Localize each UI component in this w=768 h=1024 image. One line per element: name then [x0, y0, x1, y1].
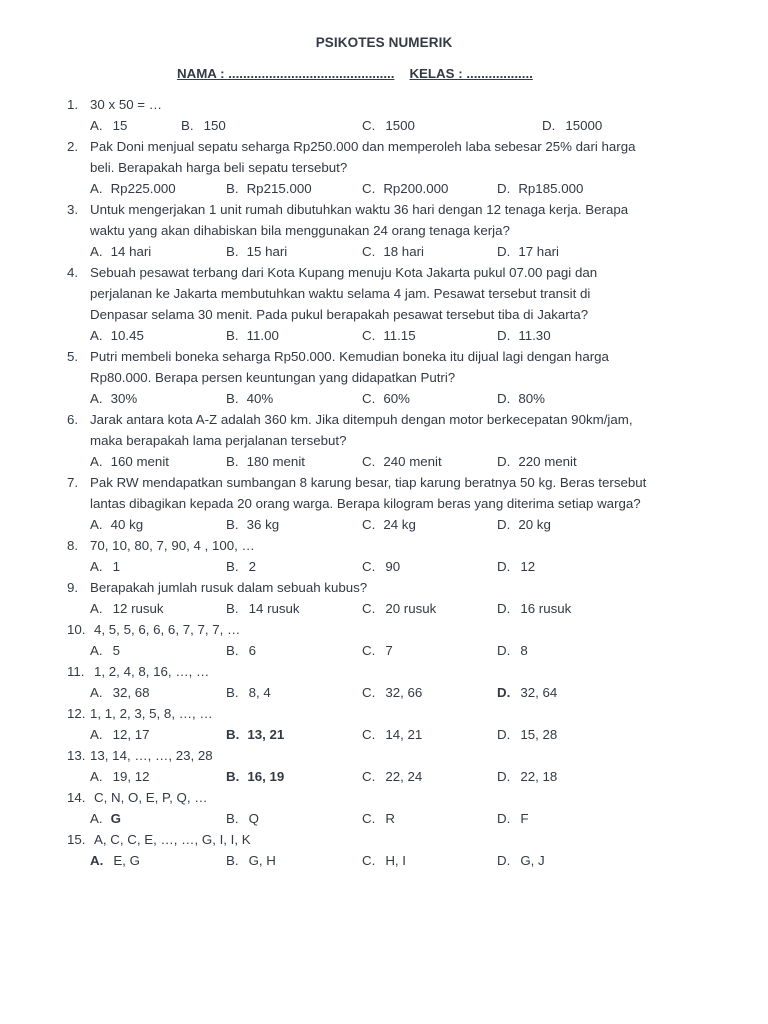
- option-label: B.: [226, 244, 239, 259]
- option-text: 14 rusuk: [248, 601, 300, 616]
- option-text: 15 hari: [246, 244, 288, 259]
- question-text-line: [0, 94, 768, 115]
- question-text-line: [0, 577, 768, 598]
- question-text: Sebuah pesawat terbang dari Kota Kupang menuju Kota Jakarta pukul 07.00 pagi dan: [90, 265, 598, 280]
- option-text: 220 menit: [518, 454, 577, 469]
- option-text: 12, 17: [112, 727, 150, 742]
- question-number: 1.: [67, 97, 79, 112]
- option-text: F: [520, 811, 529, 826]
- option-text: G, J: [520, 853, 545, 868]
- option-b: [226, 325, 279, 346]
- question-number: 6.: [67, 412, 79, 427]
- question-number: 12.: [67, 706, 86, 721]
- option-label: C.: [362, 559, 376, 574]
- option-d: [497, 640, 528, 661]
- kelas-field: KELAS : ..................: [409, 66, 533, 81]
- option-a: [90, 640, 120, 661]
- option-text: 22, 24: [385, 769, 423, 784]
- question-number: 7.: [67, 475, 79, 490]
- options-row: [0, 640, 768, 661]
- option-text: 17 hari: [518, 244, 559, 259]
- option-text: 32, 68: [112, 685, 150, 700]
- option-label: D.: [497, 454, 511, 469]
- question-number: 5.: [67, 349, 79, 364]
- option-b: [226, 724, 284, 745]
- option-label: D.: [497, 517, 511, 532]
- option-text: 6: [248, 643, 256, 658]
- option-text: G, H: [248, 853, 276, 868]
- option-c: [362, 556, 400, 577]
- options-row: [0, 556, 768, 577]
- option-label: C.: [362, 118, 376, 133]
- option-text: 240 menit: [383, 454, 442, 469]
- option-label: C.: [362, 391, 376, 406]
- option-label: A.: [90, 244, 103, 259]
- option-text: 22, 18: [520, 769, 558, 784]
- option-text: 16 rusuk: [520, 601, 572, 616]
- option-text: 7: [385, 643, 393, 658]
- option-label: A.: [90, 517, 103, 532]
- option-b: [226, 640, 256, 661]
- option-a: [90, 325, 144, 346]
- question-text: Berapakah jumlah rusuk dalam sebuah kubus?: [90, 580, 368, 595]
- option-label: A.: [90, 685, 103, 700]
- option-label: B.: [226, 727, 240, 742]
- question-text-line: [0, 472, 768, 493]
- question-text: beli. Berapakah harga beli sepatu tersebut?: [90, 160, 348, 175]
- option-label: A.: [90, 181, 103, 196]
- question-number: 11.: [67, 664, 85, 679]
- option-a: [90, 388, 137, 409]
- option-d: [497, 598, 571, 619]
- option-text: 32, 64: [520, 685, 558, 700]
- option-label: D.: [497, 244, 511, 259]
- options-row: [0, 598, 768, 619]
- option-text: 14 hari: [110, 244, 152, 259]
- option-label: A.: [90, 601, 103, 616]
- option-label: C.: [362, 328, 376, 343]
- option-label: C.: [362, 244, 376, 259]
- question-number: 4.: [67, 265, 79, 280]
- option-a: [90, 556, 120, 577]
- question-text-line: [0, 199, 768, 220]
- question-text-line: [0, 661, 768, 682]
- option-text: Q: [248, 811, 259, 826]
- question-text: 70, 10, 80, 7, 90, 4 , 100, …: [90, 538, 255, 553]
- option-b: [226, 241, 287, 262]
- option-text: 8: [520, 643, 528, 658]
- question-text-line: [0, 262, 768, 283]
- option-c: [362, 850, 406, 871]
- question-text-continuation: [0, 493, 768, 514]
- option-text: 8, 4: [248, 685, 271, 700]
- option-label: C.: [362, 181, 376, 196]
- option-c: [362, 640, 393, 661]
- options-row: [0, 115, 768, 136]
- question-text: Denpasar selama 30 menit. Pada pukul berapakah pesawat tersebut tiba di Jakarta?: [90, 307, 589, 322]
- question-number: 2.: [67, 139, 79, 154]
- option-text: 12: [520, 559, 536, 574]
- option-label: B.: [226, 811, 239, 826]
- option-label: D.: [497, 727, 511, 742]
- option-label: A.: [90, 853, 104, 868]
- option-label: A.: [90, 559, 103, 574]
- option-text: Rp185.000: [518, 181, 584, 196]
- question-number: 8.: [67, 538, 79, 553]
- option-label: B.: [226, 454, 239, 469]
- option-text: 11.15: [383, 328, 416, 343]
- option-d: [497, 682, 557, 703]
- option-label: C.: [362, 685, 376, 700]
- question-text: C, N, O, E, P, Q, …: [94, 790, 208, 805]
- option-c: [362, 241, 424, 262]
- question-text-line: [0, 703, 768, 724]
- option-b: [226, 808, 259, 829]
- option-label: C.: [362, 727, 376, 742]
- option-label: A.: [90, 454, 103, 469]
- question-list: [0, 94, 768, 871]
- option-text: 14, 21: [385, 727, 423, 742]
- option-text: 15000: [565, 118, 603, 133]
- option-text: 24 kg: [383, 517, 416, 532]
- option-label: C.: [362, 643, 376, 658]
- question-text-line: [0, 409, 768, 430]
- question-text: Putri membeli boneka seharga Rp50.000. Kemudian boneka itu dijual lagi dengan harga: [90, 349, 609, 364]
- question-number: 3.: [67, 202, 79, 217]
- question-text: 13, 14, …, …, 23, 28: [90, 748, 213, 763]
- option-text: Rp215.000: [246, 181, 312, 196]
- question-text: 1, 1, 2, 3, 5, 8, …, …: [90, 706, 213, 721]
- options-row: [0, 388, 768, 409]
- option-d: [497, 724, 557, 745]
- option-text: 180 menit: [246, 454, 305, 469]
- question-text: Rp80.000. Berapa persen keuntungan yang didapatkan Putri?: [90, 370, 456, 385]
- question-text-continuation: [0, 157, 768, 178]
- option-a: [90, 178, 176, 199]
- option-label: B.: [226, 328, 239, 343]
- option-a: [90, 724, 150, 745]
- option-b: [226, 556, 256, 577]
- option-text: 11.30: [518, 328, 551, 343]
- option-text: Rp200.000: [383, 181, 449, 196]
- option-label: C.: [362, 517, 376, 532]
- option-c: [362, 514, 416, 535]
- option-text: 20 rusuk: [385, 601, 437, 616]
- option-label: D.: [497, 328, 511, 343]
- question-text-line: [0, 535, 768, 556]
- option-a: [90, 514, 143, 535]
- question-text: waktu yang akan dihabiskan bila menggunakan 24 orang tenaga kerja?: [90, 223, 510, 238]
- option-a: [90, 451, 169, 472]
- option-text: 40 kg: [110, 517, 144, 532]
- option-d: [542, 115, 602, 136]
- question-text: Pak RW mendapatkan sumbangan 8 karung besar, tiap karung beratnya 50 kg. Beras tersebut: [90, 475, 647, 490]
- question-text: 4, 5, 5, 6, 6, 6, 7, 7, 7, …: [94, 622, 241, 637]
- option-label: D.: [497, 559, 511, 574]
- question-text: perjalanan ke Jakarta membutuhkan waktu selama 4 jam. Pesawat tersebut transit di: [90, 286, 591, 301]
- option-text: 60%: [383, 391, 410, 406]
- option-text: 40%: [246, 391, 274, 406]
- option-text: 1500: [385, 118, 415, 133]
- option-a: [90, 598, 164, 619]
- option-a: [90, 682, 150, 703]
- option-d: [497, 556, 535, 577]
- option-label: C.: [362, 811, 376, 826]
- option-b: [226, 682, 271, 703]
- option-d: [497, 514, 551, 535]
- option-c: [362, 766, 422, 787]
- options-row: [0, 325, 768, 346]
- option-text: 19, 12: [112, 769, 150, 784]
- options-row: [0, 850, 768, 871]
- question-text: maka berapakah lama perjalanan tersebut?: [90, 433, 347, 448]
- option-b: [226, 451, 305, 472]
- nama-field: NAMA : .............................................: [177, 66, 395, 81]
- option-label: C.: [362, 454, 376, 469]
- option-text: 160 menit: [110, 454, 169, 469]
- question-text-line: [0, 136, 768, 157]
- option-d: [497, 451, 577, 472]
- question-text-line: [0, 346, 768, 367]
- option-text: 18 hari: [383, 244, 424, 259]
- option-label: D.: [497, 853, 511, 868]
- option-label: D.: [497, 811, 511, 826]
- option-label: B.: [226, 391, 239, 406]
- question-number: 10.: [67, 622, 86, 637]
- option-d: [497, 178, 583, 199]
- options-row: [0, 178, 768, 199]
- option-label: D.: [497, 685, 511, 700]
- options-row: [0, 451, 768, 472]
- option-a: [90, 115, 127, 136]
- name-class-line: [177, 66, 533, 81]
- option-text: 150: [203, 118, 226, 133]
- option-label: B.: [226, 685, 239, 700]
- options-row: [0, 766, 768, 787]
- option-label: D.: [497, 391, 511, 406]
- question-text-continuation: [0, 283, 768, 304]
- option-c: [362, 388, 410, 409]
- question-text: Pak Doni menjual sepatu seharga Rp250.000 dan memperoleh laba sebesar 25% dari harga: [90, 139, 636, 154]
- option-d: [497, 850, 545, 871]
- option-a: [90, 241, 151, 262]
- option-text: 32, 66: [385, 685, 423, 700]
- options-row: [0, 682, 768, 703]
- option-b: [226, 766, 284, 787]
- option-text: 10.45: [110, 328, 144, 343]
- option-label: D.: [542, 118, 556, 133]
- option-a: [90, 808, 121, 829]
- option-text: 80%: [518, 391, 545, 406]
- question-number: 14.: [67, 790, 86, 805]
- option-text: 16, 19: [247, 769, 285, 784]
- question-text-continuation: [0, 430, 768, 451]
- option-label: C.: [362, 853, 376, 868]
- option-label: A.: [90, 769, 103, 784]
- option-c: [362, 724, 422, 745]
- option-text: 20 kg: [518, 517, 551, 532]
- option-c: [362, 598, 436, 619]
- option-text: 2: [248, 559, 256, 574]
- question-text: 1, 2, 4, 8, 16, …, …: [94, 664, 210, 679]
- page-title: PSIKOTES NUMERIK: [315, 35, 453, 50]
- option-b: [226, 388, 273, 409]
- option-c: [362, 178, 448, 199]
- option-label: C.: [362, 769, 376, 784]
- options-row: [0, 514, 768, 535]
- question-text: 30 x 50 = …: [90, 97, 163, 112]
- option-c: [362, 115, 415, 136]
- question-number: 9.: [67, 580, 79, 595]
- question-text-continuation: [0, 304, 768, 325]
- option-label: B.: [181, 118, 194, 133]
- option-text: 12 rusuk: [112, 601, 164, 616]
- option-text: 5: [112, 643, 120, 658]
- option-text: Rp225.000: [110, 181, 176, 196]
- option-label: A.: [90, 811, 103, 826]
- option-label: A.: [90, 727, 103, 742]
- question-text-line: [0, 745, 768, 766]
- option-d: [497, 808, 528, 829]
- option-label: B.: [226, 181, 239, 196]
- option-label: A.: [90, 328, 103, 343]
- question-text-line: [0, 829, 768, 850]
- question-text-continuation: [0, 367, 768, 388]
- option-d: [497, 388, 545, 409]
- option-text: 90: [385, 559, 401, 574]
- question-text-line: [0, 619, 768, 640]
- option-b: [226, 598, 300, 619]
- option-text: 15: [112, 118, 128, 133]
- question-number: 15.: [67, 832, 86, 847]
- option-a: [90, 766, 150, 787]
- option-d: [497, 766, 557, 787]
- option-b: [226, 514, 279, 535]
- option-text: 36 kg: [246, 517, 280, 532]
- option-label: C.: [362, 601, 376, 616]
- option-label: D.: [497, 601, 511, 616]
- option-text: 11.00: [246, 328, 279, 343]
- option-c: [362, 325, 416, 346]
- option-text: 15, 28: [520, 727, 558, 742]
- option-text: 13, 21: [247, 727, 285, 742]
- option-label: B.: [226, 517, 239, 532]
- option-b: [226, 178, 312, 199]
- option-label: B.: [226, 559, 239, 574]
- option-c: [362, 682, 422, 703]
- option-text: 1: [112, 559, 120, 574]
- option-text: E, G: [113, 853, 140, 868]
- option-label: B.: [226, 643, 239, 658]
- question-text: lantas dibagikan kepada 20 orang warga. Berapa kilogram beras yang diterima setiap warga?: [90, 496, 641, 511]
- option-label: B.: [226, 769, 240, 784]
- option-text: R: [385, 811, 395, 826]
- option-label: D.: [497, 769, 511, 784]
- option-label: A.: [90, 118, 103, 133]
- option-d: [497, 241, 559, 262]
- options-row: [0, 241, 768, 262]
- question-number: 13.: [67, 748, 86, 763]
- option-c: [362, 808, 395, 829]
- option-text: G: [110, 811, 121, 826]
- option-label: A.: [90, 643, 103, 658]
- option-label: D.: [497, 181, 511, 196]
- options-row: [0, 724, 768, 745]
- option-a: [90, 850, 140, 871]
- option-label: D.: [497, 643, 511, 658]
- question-text: Jarak antara kota A-Z adalah 360 km. Jika ditempuh dengan motor berkecepatan 90km/jam,: [90, 412, 633, 427]
- option-b: [181, 115, 226, 136]
- question-text-line: [0, 787, 768, 808]
- option-label: B.: [226, 601, 239, 616]
- option-c: [362, 451, 442, 472]
- options-row: [0, 808, 768, 829]
- question-text: Untuk mengerjakan 1 unit rumah dibutuhkan waktu 36 hari dengan 12 tenaga kerja. Berapa: [90, 202, 629, 217]
- option-label: A.: [90, 391, 103, 406]
- option-d: [497, 325, 551, 346]
- option-label: B.: [226, 853, 239, 868]
- option-text: 30%: [110, 391, 138, 406]
- option-b: [226, 850, 276, 871]
- question-text-continuation: [0, 220, 768, 241]
- question-text: A, C, C, E, …, …, G, I, I, K: [94, 832, 251, 847]
- option-text: H, I: [385, 853, 406, 868]
